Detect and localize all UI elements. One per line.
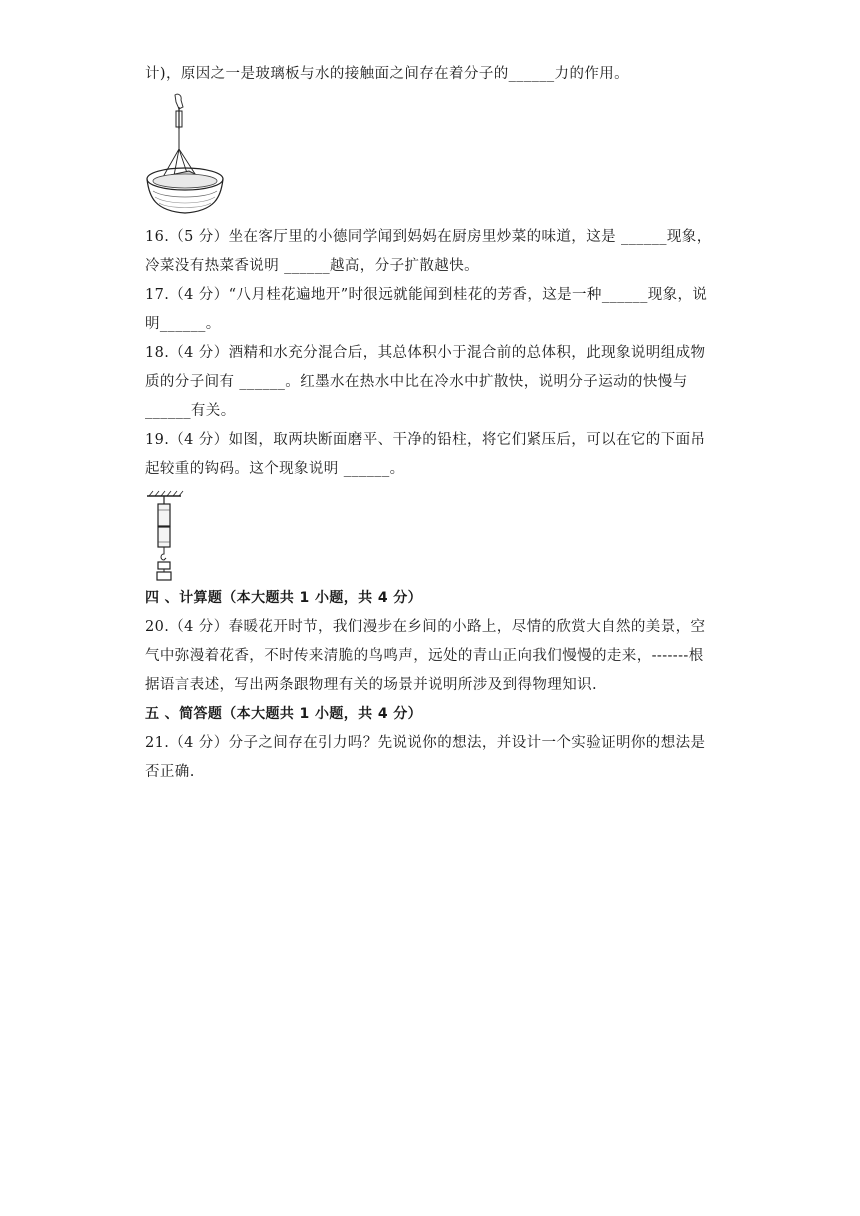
q18-line-3: ______有关。 [145,403,236,419]
q17-line-2: 明______。 [145,316,221,332]
q20-line-3: 据语言表述，写出两条跟物理有关的场景并说明所涉及到得物理知识. [145,677,598,693]
q20-line-1: 20.（4 分）春暖花开时节，我们漫步在乡间的小路上，尽情的欣赏大自然的美景，空 [145,619,706,635]
section-5-heading: 五 、简答题（本大题共 1 小题，共 4 分） [145,706,423,722]
lead-cylinders-figure [145,490,185,582]
q18-line-1: 18.（4 分）酒精和水充分混合后，其总体积小于混合前的总体积，此现象说明组成物 [145,345,706,361]
q15-tail-text: 计)，原因之一是玻璃板与水的接触面之间存在着分子的______力的作用。 [145,66,630,82]
section-4-heading: 四 、计算题（本大题共 1 小题，共 4 分） [145,590,423,606]
glass-plate-water-figure [145,93,225,221]
q17-line-1: 17.（4 分）“八月桂花遍地开”时很远就能闻到桂花的芳香，这是一种______现象，说 [145,287,708,303]
exam-page [145,60,715,787]
q19-line-2: 起较重的钩码。这个现象说明 ______。 [145,461,405,477]
q16-line-1: 16.（5 分）坐在客厅里的小德同学闻到妈妈在厨房里炒菜的味道，这是 ______现象， [145,229,712,245]
q16-line-2: 冷菜没有热菜香说明 ______越高，分子扩散越快。 [145,258,480,274]
q19-line-1: 19.（4 分）如图，取两块断面磨平、干净的铅柱，将它们紧压后，可以在它的下面吊 [145,432,706,448]
q18-line-2: 质的分子间有 ______。红墨水在热水中比在冷水中扩散快，说明分子运动的快慢与 [145,374,688,390]
q21-line-1: 21.（4 分）分子之间存在引力吗？先说说你的想法，并设计一个实验证明你的想法是 [145,735,706,751]
q21-line-2: 否正确. [145,764,195,780]
q20-line-2: 气中弥漫着花香，不时传来清脆的鸟鸣声，远处的青山正向我们慢慢的走来，-------根 [145,648,704,664]
